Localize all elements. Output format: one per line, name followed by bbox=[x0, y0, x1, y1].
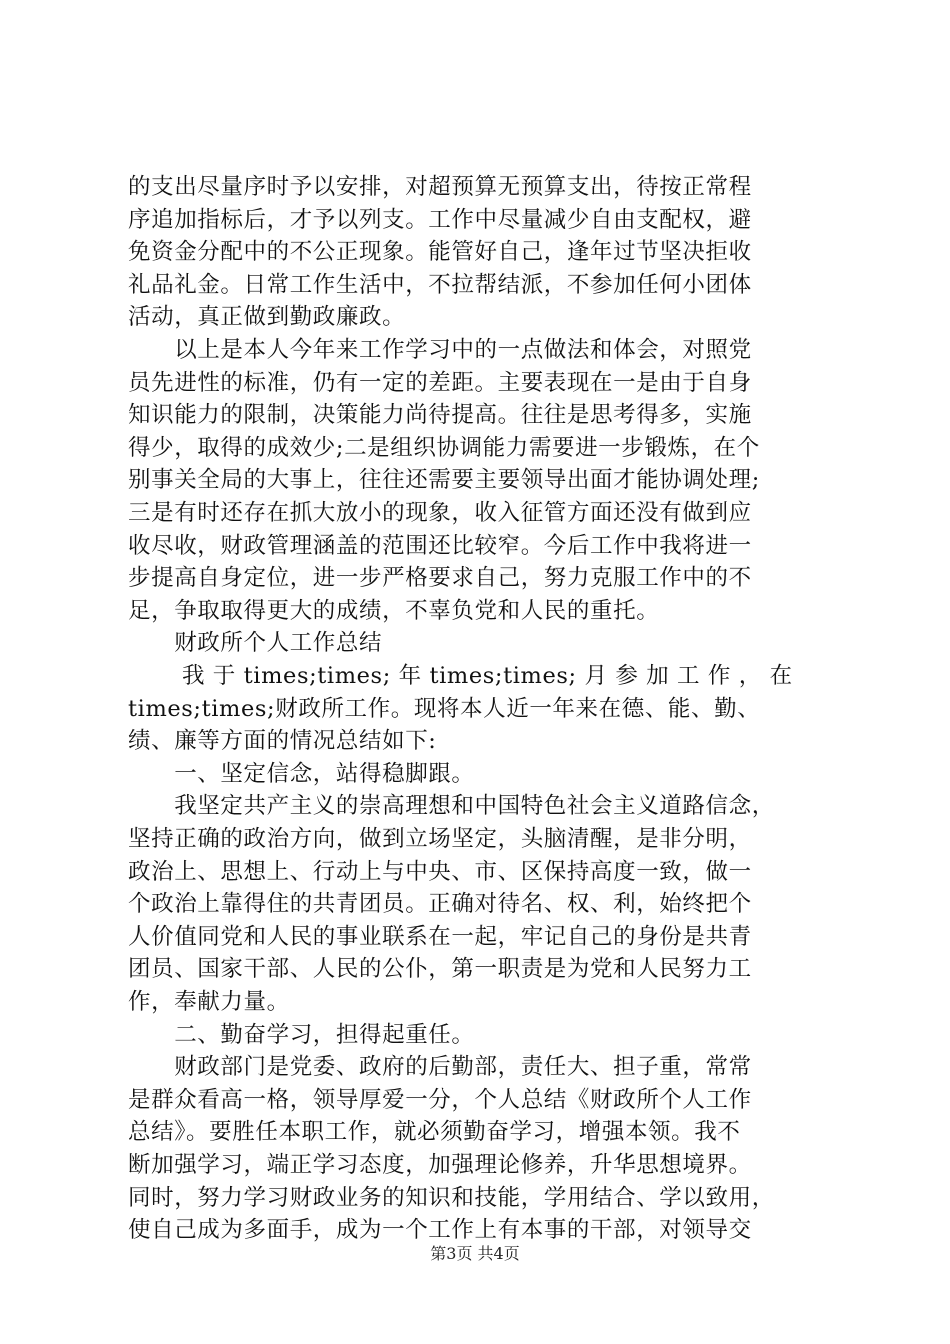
text-line: 人价值同党和人民的事业联系在一起，牢记自己的身份是共青 bbox=[128, 923, 752, 950]
text-line: 政治上、思想上、行动上与中央、市、区保持高度一致，做一 bbox=[128, 858, 752, 885]
text-line: 同时，努力学习财政业务的知识和技能，学用结合、学以致用， bbox=[128, 1184, 775, 1211]
text-line: 礼品礼金。日常工作生活中，不拉帮结派，不参加任何小团体 bbox=[128, 271, 752, 298]
text-line: 的支出尽量序时予以安排，对超预算无预算支出，待按正常程 bbox=[128, 174, 752, 200]
text-line: 坚持正确的政治方向，做到立场坚定，头脑清醒，是非分明， bbox=[128, 826, 752, 852]
text-line: 断加强学习，端正学习态度，加强理论修养，升华思想境界。 bbox=[128, 1152, 752, 1178]
text-line: 序追加指标后，才予以列支。工作中尽量减少自由支配权，避 bbox=[128, 206, 752, 233]
text-line: 知识能力的限制，决策能力尚待提高。往往是思考得多，实施 bbox=[128, 402, 752, 429]
text-line: 二、勤奋学习，担得起重任。 bbox=[128, 1021, 475, 1048]
text-line: 我 于 times;times; 年 times;times; 月 参 加 工 作 ， 在 bbox=[128, 663, 793, 689]
text-line: 步提高自身定位，进一步严格要求自己，努力克服工作中的不 bbox=[128, 565, 752, 592]
text-line: 一、坚定信念，站得稳脚跟。 bbox=[128, 760, 475, 787]
text-line: 三是有时还存在抓大放小的现象，收入征管方面还没有做到应 bbox=[128, 500, 752, 526]
text-line: 员先进性的标准，仍有一定的差距。主要表现在一是由于自身 bbox=[128, 369, 752, 396]
text-line: 免资金分配中的不公正现象。能管好自己，逢年过节坚决拒收 bbox=[128, 239, 752, 266]
text-line: 得少，取得的成效少;二是组织协调能力需要进一步锻炼，在个 bbox=[128, 434, 760, 461]
text-line: 作，奉献力量。 bbox=[128, 989, 290, 1015]
page-footer: 第3页 共4页 bbox=[430, 1244, 520, 1263]
text-line: 以上是本人今年来工作学习中的一点做法和体会，对照党 bbox=[128, 337, 752, 363]
text-line: 团员、国家干部、人民的公仆，第一职责是为党和人民努力工 bbox=[128, 956, 752, 983]
text-line: 个政治上靠得住的共青团员。正确对待名、权、利，始终把个 bbox=[128, 891, 752, 918]
text-line: 财政所个人工作总结 bbox=[128, 630, 383, 657]
text-line: times;times;财政所工作。现将本人近一年来在德、能、勤、 bbox=[128, 695, 761, 722]
text-line: 足，争取取得更大的成绩，不辜负党和人民的重托。 bbox=[128, 597, 660, 624]
text-line: 使自己成为多面手，成为一个工作上有本事的干部，对领导交 bbox=[128, 1217, 752, 1244]
text-line: 总结》。要胜任本职工作，就必须勤奋学习，增强本领。我不 bbox=[128, 1119, 741, 1146]
text-line: 是群众看高一格，领导厚爱一分，个人总结《财政所个人工作 bbox=[128, 1086, 752, 1113]
text-line: 财政部门是党委、政府的后勤部，责任大、担子重，常常 bbox=[128, 1054, 752, 1081]
text-line: 我坚定共产主义的崇高理想和中国特色社会主义道路信念， bbox=[128, 793, 775, 820]
text-line: 别事关全局的大事上，往往还需要主要领导出面才能协调处理; bbox=[128, 467, 760, 494]
text-line: 活动，真正做到勤政廉政。 bbox=[128, 304, 406, 331]
text-line: 绩、廉等方面的情况总结如下: bbox=[128, 728, 437, 755]
text-line: 收尽收，财政管理涵盖的范围还比较窄。今后工作中我将进一 bbox=[128, 532, 752, 559]
